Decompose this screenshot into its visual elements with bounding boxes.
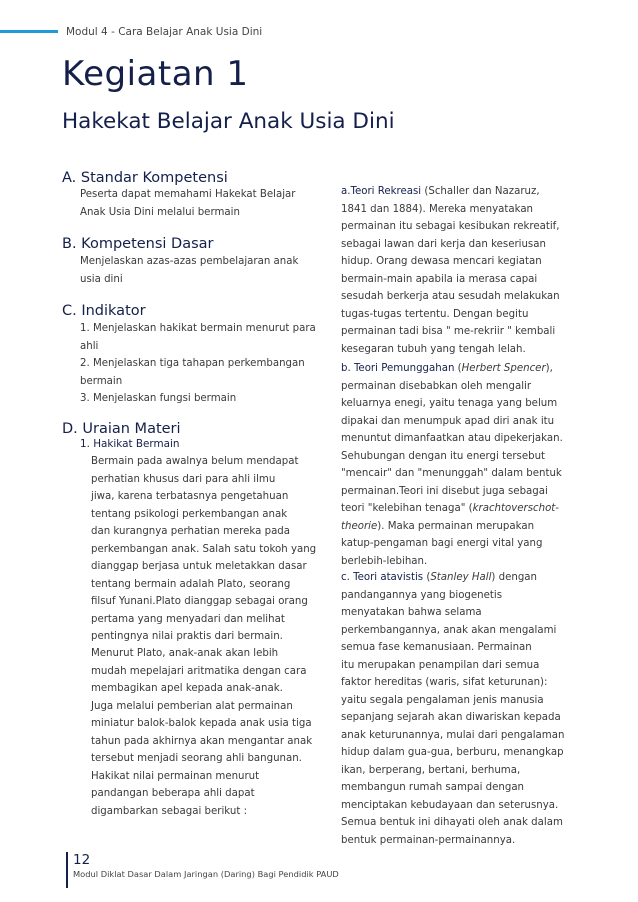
footer-accent-bar [66, 852, 68, 888]
text-line: permainan itu sebagai kesibukan rekreatif, [341, 221, 560, 232]
text-line: Bermain pada awalnya belum mendapat [91, 456, 299, 467]
text-line: ikan, berperang, bertani, berhuma, [341, 764, 521, 776]
section-c-heading: C. Indikator [62, 303, 146, 319]
page-subtitle: Hakekat Belajar Anak Usia Dini [62, 109, 395, 134]
text-line: permainan tadi bisa " me-rekriir " kembali [341, 326, 556, 337]
text-line: semua fase kemanusiaan. Permainan [341, 642, 532, 653]
text-fragment: ( [454, 363, 462, 374]
page-number: 12 [73, 852, 91, 868]
text-line: faktor hereditas (waris, sifat keturunan): [341, 677, 548, 688]
text-line: bentuk permainan-permainannya. [341, 834, 516, 846]
text-line: permainan disebabkan oleh mengalir [341, 380, 532, 392]
teori-atavistis [341, 569, 564, 849]
text-line: membagikan apel kepada anak-anak. [91, 683, 283, 694]
section-d-paragraph-2 [91, 645, 312, 820]
header-accent-bar [0, 30, 58, 33]
text-line: digambarkan sebagai berikut : [91, 805, 248, 817]
text-fragment: (Schaller dan Nazaruz, [421, 186, 540, 197]
text-line: yaitu segala pengalaman jenis manusia [341, 694, 544, 706]
text-line: Peserta dapat memahami Hakekat Belajar [80, 189, 296, 200]
section-d-paragraph-1 [91, 453, 316, 646]
text-line: sebagai lawan dari kerja dan keseriusan [341, 238, 546, 250]
text-line: tahun pada akhirnya akan mengantar anak [91, 735, 313, 747]
text-line: menciptakan kebudayaan dan seterusnya. [341, 799, 559, 811]
text-line: membangun rumah sampai dengan [341, 782, 525, 793]
text-line: pandangan beberapa ahli dapat [91, 788, 255, 799]
text-line: Hakikat nilai permainan menurut [91, 770, 260, 782]
text-line: hidup dalam gua-gua, berburu, menangkap [341, 747, 564, 758]
text-line: dianggap berjasa untuk meletakkan dasar [91, 561, 307, 572]
text-line: dan kurangnya perhatian mereka pada [91, 526, 291, 537]
teori-atavistis-label: c. Teori atavistis [341, 572, 424, 583]
text-line: filsuf Yunani.Plato dianggap sebagai orang [91, 596, 308, 607]
text-line: Menjelaskan azas-azas pembelajaran anak [80, 256, 299, 267]
text-line: mudah mepelajari aritmatika dengan cara [91, 665, 307, 677]
section-a-body [80, 186, 295, 221]
text-line: pertama yang menyadari dan melihat [91, 613, 285, 625]
text-line: Anak Usia Dini melalui bermain [80, 206, 240, 218]
text-line: miniatur balok-balok kepada anak usia tiga [91, 718, 312, 729]
text-line: usia dini [80, 273, 123, 285]
teori-pemunggahan [341, 360, 563, 570]
footer-text: Modul Diklat Dasar Dalam Jaringan (Daring) Bagi Pendidik PAUD [73, 869, 339, 879]
text-line: Semua bentuk ini dihayati oleh anak dalam [341, 817, 563, 828]
text-line: permainan.Teori ini disebut juga sebagai [341, 485, 548, 497]
text-line: menyatakan bahwa selama [341, 607, 482, 618]
text-line: sepanjang sejarah akan diwariskan kepada [341, 712, 561, 723]
section-d-subheading: 1. Hakikat Bermain [80, 438, 180, 450]
text-line: tentang bermain adalah Plato, seorang [91, 578, 291, 590]
text-fragment: ), [545, 363, 553, 374]
list-item: 2. Menjelaskan tiga tahapan perkembangan [80, 358, 305, 369]
text-line: tugas-tugas tertentu. Dengan begitu [341, 308, 529, 320]
teori-rekreasi [341, 183, 560, 358]
text-line: Sehubungan dengan itu energi tersebut [341, 450, 546, 462]
author-name: Herbert Spencer [461, 363, 546, 374]
list-item: 3. Menjelaskan fungsi bermain [80, 393, 237, 404]
text-line: perhatian khusus dari para ahli ilmu [91, 473, 276, 485]
teori-rekreasi-label: a.Teori Rekreasi [341, 186, 422, 197]
text-line: sesudah berkerja atau sesudah melakukan [341, 291, 560, 302]
module-title: Modul 4 - Cara Belajar Anak Usia Dini [66, 26, 263, 38]
text-fragment: ). Maka permainan merupakan [377, 520, 535, 532]
text-line: menuntut dimanfaatkan atau dipekerjakan. [341, 433, 563, 444]
text-line: bermain-main apabila ia merasa capai [341, 273, 538, 285]
author-name: Stanley Hall [430, 572, 492, 583]
text-line: perkembangan anak. Salah satu tokoh yang [91, 543, 317, 555]
text-line: berlebih-lebihan. [341, 555, 428, 567]
text-line: anak keturunannya, mulai dari pengalaman [341, 729, 565, 741]
text-line: jiwa, karena terbatasnya pengetahuan [91, 491, 289, 502]
text-line: 1841 dan 1884). Mereka menyatakan [341, 203, 534, 215]
text-line: pandangannya yang biogenetis [341, 589, 503, 601]
text-line: katup-pengaman bagi energi vital yang [341, 538, 543, 549]
section-b-heading: B. Kompetensi Dasar [62, 236, 214, 252]
text-fragment: ) dengan [491, 572, 537, 583]
section-b-body [80, 253, 298, 288]
text-line: tentang psikologi perkembangan anak [91, 508, 288, 520]
italic-term: krachtoverschot- [472, 503, 559, 514]
text-line: perkembangannya, anak akan mengalami [341, 624, 557, 636]
text-line: Juga melalui pemberian alat permainan [91, 700, 293, 712]
text-line: itu merupakan penampilan dari semua [341, 659, 540, 671]
text-line: keluarnya enegi, yaitu tenaga yang belum [341, 398, 558, 409]
text-line: Menurut Plato, anak-anak akan lebih [91, 648, 279, 659]
italic-term: theorie [341, 520, 378, 532]
text-fragment: ( [423, 572, 431, 583]
list-item: 1. Menjelaskan hakikat bermain menurut para [80, 323, 316, 334]
section-d-heading: D. Uraian Materi [62, 421, 181, 437]
text-line: tersebut menjadi seorang ahli bangunan. [91, 753, 302, 764]
text-line: kesegaran tubuh yang tengah lelah. [341, 343, 526, 355]
teori-pemunggahan-label: b. Teori Pemunggahan [341, 363, 455, 374]
text-line: pentingnya nilai praktis dari bermain. [91, 631, 283, 642]
section-a-heading: A. Standar Kompetensi [62, 170, 228, 186]
section-c-body [80, 320, 316, 408]
text-line: dipakai dan menumpuk apad diri anak itu [341, 415, 555, 427]
list-item: ahli [80, 340, 99, 352]
page-title: Kegiatan 1 [62, 54, 249, 94]
text-fragment: teori "kelebihan tenaga" ( [341, 503, 473, 514]
text-line: "mencair" dan "menunggah" dalam bentuk [341, 468, 562, 479]
text-line: hidup. Orang dewasa mencari kegiatan [341, 256, 542, 267]
list-item: bermain [80, 375, 123, 387]
